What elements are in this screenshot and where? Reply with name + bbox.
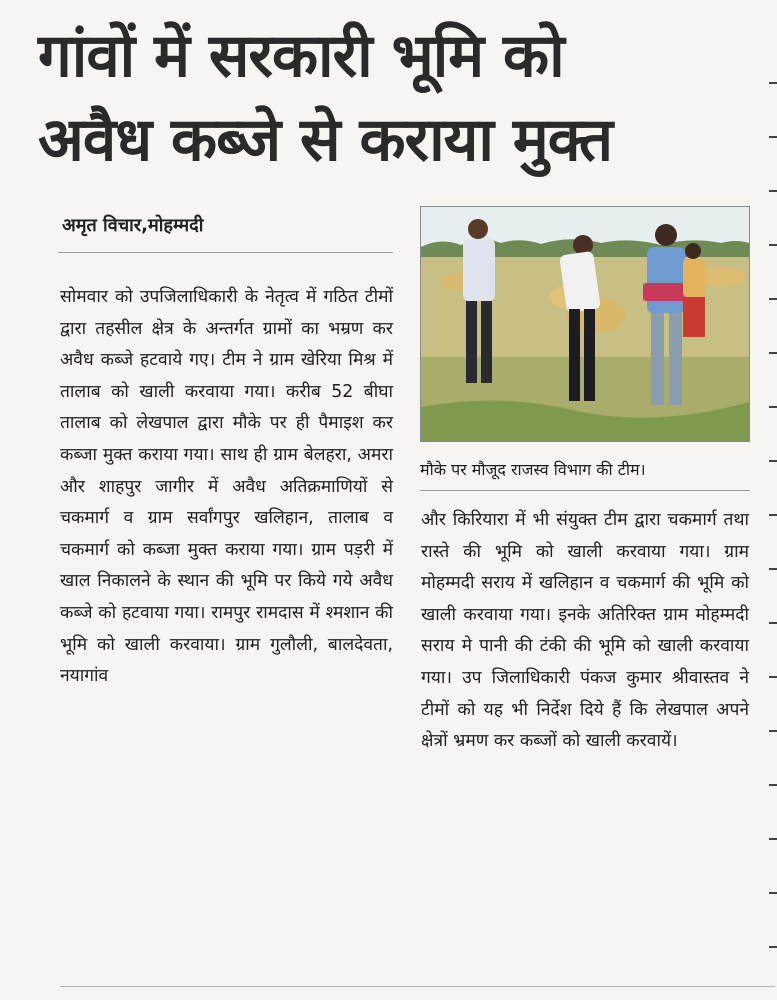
caption-divider	[420, 490, 750, 491]
byline: अमृत विचार,मोहम्मदी	[62, 215, 204, 236]
byline-divider	[58, 252, 393, 253]
headline-line-2: अवैध कब्जे से कराया मुक्त	[38, 105, 613, 175]
headline-line-1: गांवों में सरकारी भूमि को	[38, 21, 564, 91]
article-body-right-column: और किरियारा में भी संयुक्त टीम द्वारा चकमार्ग तथा रास्ते की भूमि को खाली करवाया गया। ग्राम मोहम्मदी सराय में खलिहान व चकमार्ग की भूमि को खाली करवाया गया। इनके अतिरिक्त ग्राम मोहम्मदी सराय मे पानी की टंकी की भूमि को खाली करवाया गया। उप जिलाधिकारी पंकज कुमार श्रीवास्तव ने टीमों को यह भी निर्देश दिये हैं कि लेखपाल अपने क्षेत्रों भ्रमण कर कब्जों को खाली करवायें।	[421, 510, 749, 752]
photo-illustration	[421, 207, 749, 441]
bottom-divider	[60, 986, 775, 987]
article-body-left-column: सोमवार को उपजिलाधिकारी के नेतृत्व में गठित टीमों द्वारा तहसील क्षेत्र के अन्तर्गत ग्रामों का भम्रण कर अवैध कब्जे हटवाये गए। टीम ने ग्राम खेरिया मिश्र में तालाब को खाली करवाया गया। करीब 52 बीघा तालाब को लेखपाल द्वारा मौके पर ही पैमाइश कर कब्जा मुक्त कराया गया। साथ ही ग्राम बेलहरा, अमरा और शाहपुर जागीर में अवैध अतिक्रमाणियों से चकमार्ग व ग्राम सर्वांगपुर खलिहान, तालाब व चकमार्ग को कब्जा मुक्त कराया गया। ग्राम पड़री में खाल निकालने के स्थान की भूमि पर किये गये अवैध कब्जे को हटवाया गया। रामपुर रामदास में श्मशान की भूमि को खाली करवाया। ग्राम गुलौली, बालदेवता, नयागांव	[60, 287, 393, 687]
photo-caption: मौके पर मौजूद राजस्व विभाग की टीम।	[420, 460, 646, 479]
headline	[38, 14, 738, 182]
page-edge-column-marks	[769, 30, 777, 960]
news-photo	[420, 206, 750, 442]
